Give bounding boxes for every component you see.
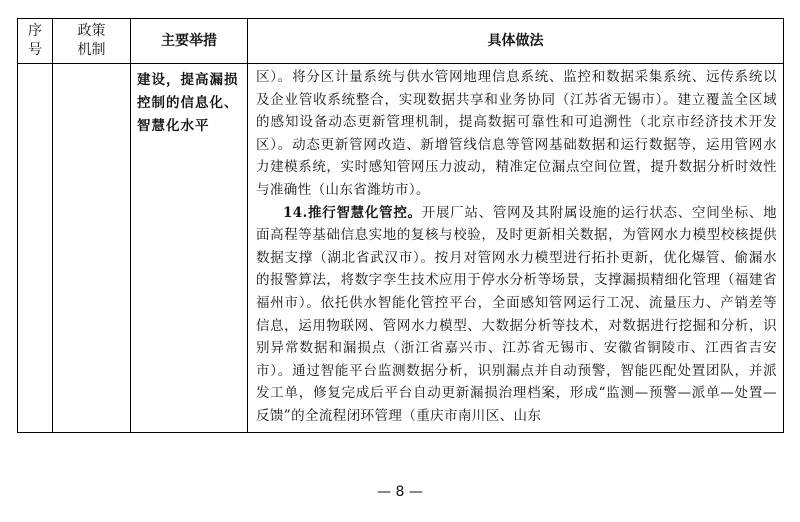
cell-practice [248, 64, 784, 433]
practice-paragraph-1: 区）。将分区计量系统与供水管网地理信息系统、监控和数据采集系统、远传系统以及企业管收系统整合，实现数据共享和业务协同（江苏省无锡市）。建立覆盖全区域的感知设备动态更新管理机制，提高数据可靠性和可追溯性（北京市经济技术开发区）。动态更新管网改造、新增管线信息等管网基础数据和运行数据等，运用管网水力建模系统，实时感知管网压力波动，精准定位漏点空间位置，提升数据分析时效性与准确性（山东省潍坊市）。 [256, 69, 777, 198]
cell-mechanism [53, 64, 131, 433]
header-measures: 主要举措 [131, 19, 248, 64]
header-no: 序号 [18, 19, 53, 64]
table-row [18, 64, 784, 433]
header-mechanism: 政策机制 [53, 19, 131, 64]
cell-no [18, 64, 53, 433]
practice-item-body: 开展厂站、管网及其附属设施的运行状态、空间坐标、地面高程等基础信息实地的复核与校验，及时更新相关数据，为管网水力模型校核提供数据支撑（湖北省武汉市）。按月对管网水力模型进行拓扑更新，优化爆管、偷漏水的报警算法，将数字孪生技术应用于停水分析等场景，支撑漏损精细化管理（福建省福州市）。依托供水智能化管控平台，全面感知管网运行工况、流量压力、产销差等信息，运用物联网、管网水力模型、大数据分析等技术，对数据进行挖掘和分析，识别异常数据和漏损点（浙江省嘉兴市、江苏省无锡市、安徽省铜陵市、江西省吉安市）。通过智能平台监测数据分析，识别漏点并自动预警，智能匹配处置团队，并派发工单，修复完成后平台自动更新漏损治理档案，形成“监测—预警—派单—处置—反馈”的全流程闭环管理（重庆市南川区、山东 [256, 204, 777, 424]
policy-table [17, 18, 784, 433]
header-practices: 具体做法 [248, 19, 784, 64]
practice-item-title: 14.推行智慧化管控。 [283, 204, 422, 221]
cell-measure: 建设，提高漏损控制的信息化、智慧化水平 [131, 64, 248, 433]
practice-paragraph-2 [256, 202, 777, 428]
table-header-row [18, 19, 784, 64]
page-number: — 8 — [377, 484, 423, 500]
